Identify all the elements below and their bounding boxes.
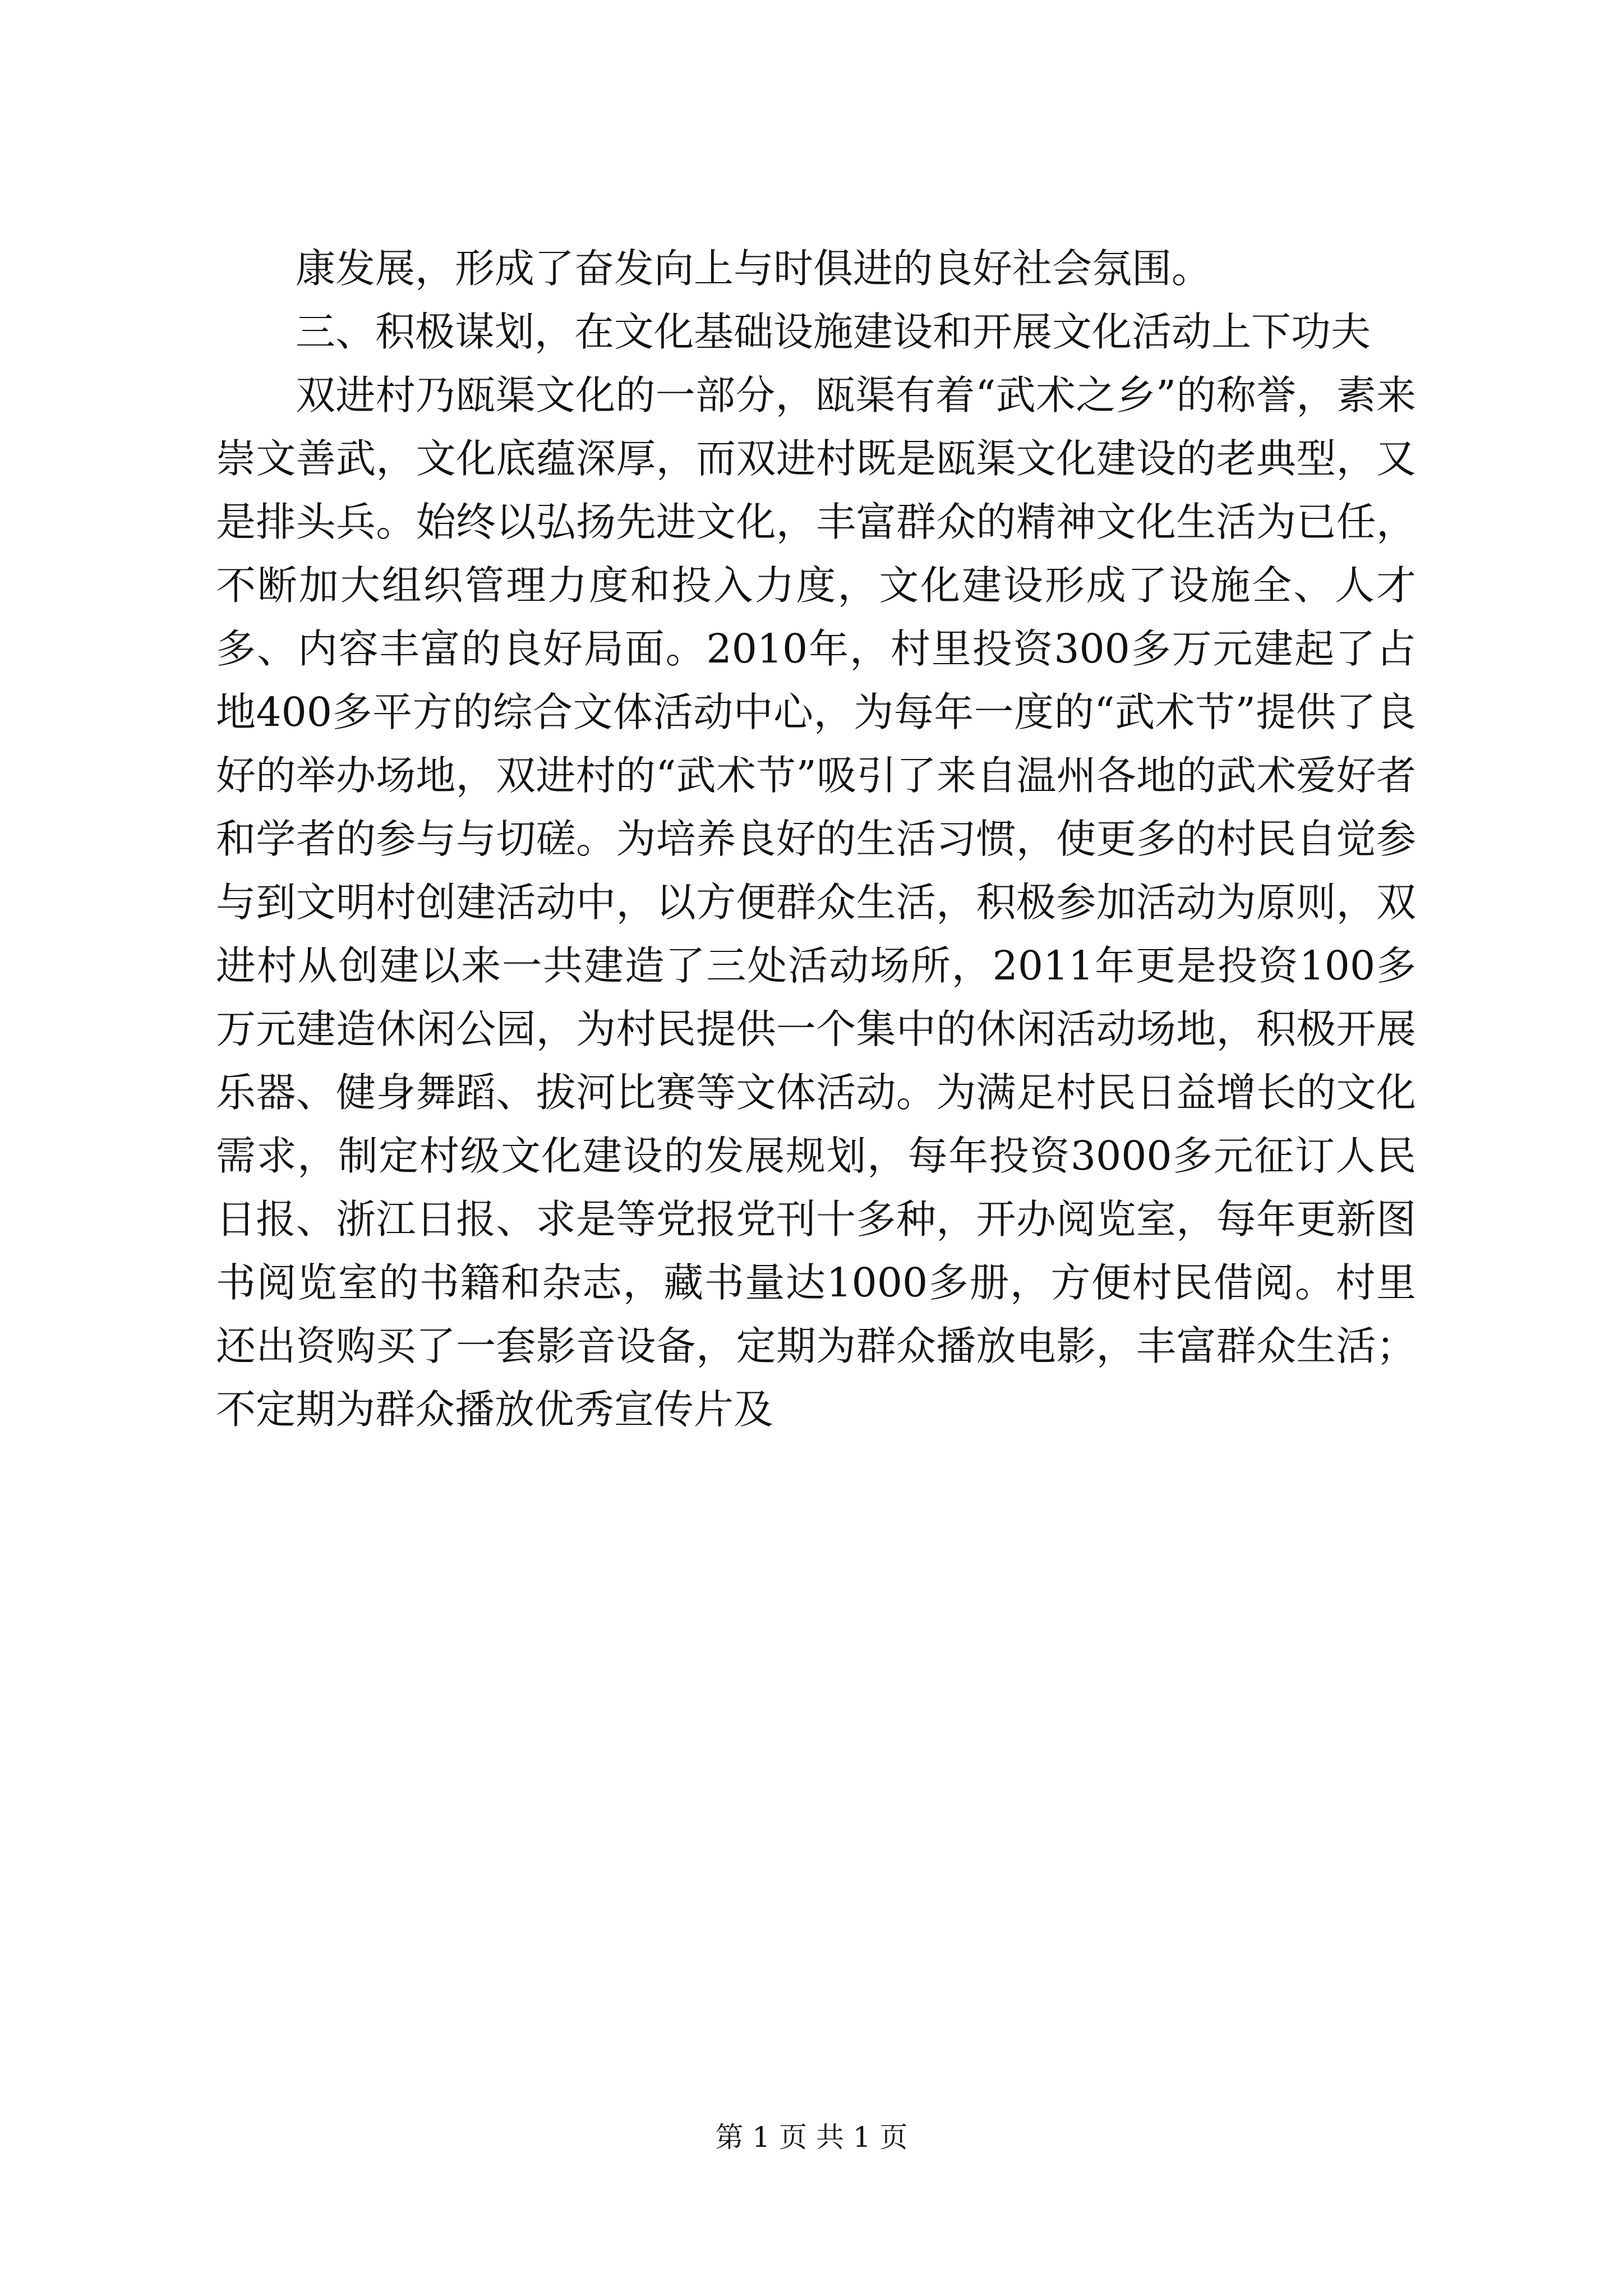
- document-body: [216, 237, 1416, 1441]
- section-heading: 三、积极谋划，在文化基础设施建设和开展文化活动上下功夫: [296, 309, 1371, 355]
- paragraph-continuation: 康发展，形成了奋发向上与时俱进的良好社会氛围。: [296, 245, 1212, 292]
- page-footer: 第 1 页 共 1 页: [715, 2121, 908, 2154]
- paragraph-main: 双进村乃瓯渠文化的一部分，瓯渠有着“武术之乡”的称誉，素来崇文善武，文化底蕴深厚，而双进村既是瓯渠文化建设的老典型，又是排头兵。始终以弘扬先进文化，丰富群众的精神文化生活为已任，不断加大组织管理力度和投入力度，文化建设形成了设施全、人才多、内容丰富的良好局面。2010年，村里投资300多万元建起了占地400多平方的综合文体活动中心，为每年一度的“武术节”提供了良好的举办场地，双进村的“武术节”吸引了来自温州各地的武术爱好者和学者的参与与切磋。为培养良好的生活习惯，使更多的村民自觉参与到文明村创建活动中，以方便群众生活，积极参加活动为原则，双进村从创建以来一共建造了三处活动场所，2011年更是投资100多万元建造休闲公园，为村民提供一个集中的休闲活动场地，积极开展乐器、健身舞蹈、拔河比赛等文体活动。为满足村民日益增长的文化需求，制定村级文化建设的发展规划，每年投资3000多元征订人民日报、浙江日报、求是等党报党刊十多种，开办阅览室，每年更新图书阅览室的书籍和杂志，藏书量达1000多册，方便村民借阅。村里还出资购买了一套影音设备，定期为群众播放电影，丰富群众生活；不定期为群众播放优秀宣传片及: [216, 372, 1416, 1433]
